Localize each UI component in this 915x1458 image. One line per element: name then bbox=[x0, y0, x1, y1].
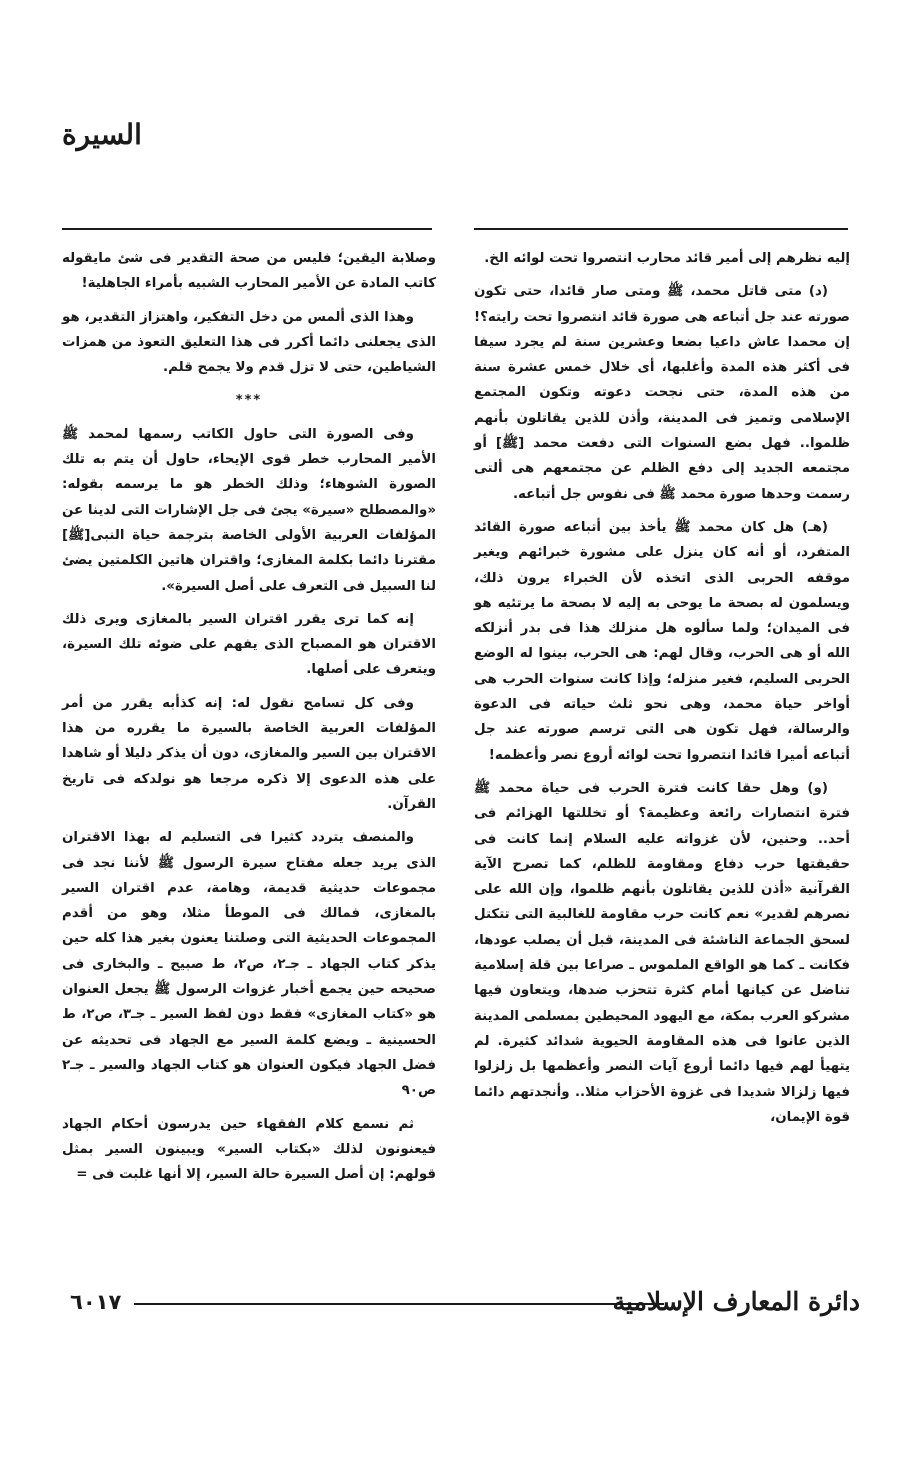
paragraph: (هـ) هل كان محمد ﷺ يأخذ بين أتباعه صورة القائد المتفرد، أو أنه كان ينزل على مشورة خبرائهم ويغير موقفه الحربى الذى اتخذه لأن الخبراء يرون ذلك، ويسلمون له بصحة ما يوحى به إليه لا بصحة ما يرتئيه هو فى الميدان؛ ولما سألوه هل منزلك هذا فى بدر أنزلكه الله أو هى الحرب، وقال لهم: هى الحرب، بينوا له الوضع الحربى السليم، فغير منزله؛ وإذا كانت سنوات الحرب هى أواخر حياة محمد، وهى نحو ثلث حياته فى الدعوة والرسالة، فهل تكون هى التى ترسم صورته عند جل أتباعه أميرا قائدا انتصروا تحت لوائه أروع نصر وأعظمه! bbox=[474, 519, 850, 763]
paragraph: إنه كما ترى يقرر اقتران السير بالمغازى ويرى ذلك الاقتران هو المصباح الذى يفهم على ضوئه تلك السيرة، ويتعرف على أصلها. bbox=[62, 611, 436, 678]
paragraph: (و) وهل حقا كانت فترة الحرب فى حياة محمد ﷺ فترة انتصارات رائعة وعظيمة؟ أو تخللتها الهزائم فى أحد.. وحنين، لأن غزواته عليه السلام إنما كانت فى حقيقتها حرب دفاع ومقاومة للظلم، كما تصرح الآية القرآنية «أذن للذين يقاتلون بأنهم ظلموا، وإن الله على نصرهم لقدير» نعم كانت حرب مقاومة للغالبية التى تتكتل لسحق الجماعة الناشئة فى المدينة، قبل أن يصلب عودها، فكانت ـ كما هو الواقع الملموس ـ صراعا بين قلة إسلامية تناضل عن كيانها أمام كثرة تتحزب ضدها، ويتعاون فيها مشركو العرب بمكة، مع اليهود المحيطين بمسلمى المدينة الذين عانوا فى هذه المقاومة الحيوية شدائد كثيرة. لم يتهيأ لهم فيها دائما أروع آيات النصر وأعظمها بل زلزلوا فيها زلزالا شديدا فى غزوة الأحزاب مثلا.. وأنجدتهم دائما قوة الإيمان، bbox=[474, 780, 850, 1125]
paragraph: وصلابة اليقين؛ فليس من صحة التقدير فى شئ مايقوله كاتب المادة عن الأمير المحارب الشبيه بأمراء الجاهلية! bbox=[62, 251, 436, 292]
paragraph: (د) متى قاتل محمد، ﷺ ومتى صار قائدا، حتى تكون صورته عند جل أتباعه هى صورة قائد انتصروا تحت رايته؟! إن محمدا عاش داعيا بضعا وعشرين سنة لم يجرد سيفا فى أكثر هذه المدة وأغلبها، أى خلال خمس عشرة سنة من هذه المدة، حتى نجحت دعوته وتكون المجتمع الإسلامى وتميز فى المدينة، وأذن للذين يقاتلون بأنهم ظلموا.. فهل بضع السنوات التى دفعت محمد [ﷺ] أو مجتمعه الجديد إلى دفع الظلم عن مجتمعهم هى ألتى رسمت وحدها صورة محمد ﷺ فى نفوس جل أتباعه. bbox=[474, 284, 850, 502]
left-column bbox=[62, 246, 436, 1195]
paragraph: والمنصف يتردد كثيرا فى التسليم له بهذا الاقتران الذى يريد جعله مفتاح سيرة الرسول ﷺ لأننا نجد فى مجموعات حديثية قديمة، وهامة، عدم اقتران السير بالمغازى، فمالك فى الموطأ مثلا، وهو من أقدم المجموعات الحديثية التى وصلتنا يعنون بغير هذا كله حين يذكر كتاب الجهاد ـ جـ٢، ص٢، ط صبيح ـ والبخارى فى صحيحه حين يجمع أخبار غزوات الرسول ﷺ يجعل العنوان هو «كتاب المغازى» فقط دون لفظ السير ـ جـ٣، ص٢، ط الحسينية ـ ويضع كلمة السير مع الجهاد فى تحديثه عن فضل الجهاد فيكون العنوان هو كتاب الجهاد والسير ـ جـ٢ ص٩٠ bbox=[62, 830, 437, 1099]
paragraph: وفى الصورة التى حاول الكاتب رسمها لمحمد ﷺ الأمير المحارب خطر قوى الإيحاء، حاول أن يتم به تلك الصورة الشوهاء؛ وذلك الخطر هو ما يرسمه بقوله: «والمصطلح «سيرة» يجئ فى جل الإشارات التى لدينا عن المؤلفات العربية الأولى الخاصة بترجمة حياة النبى[ﷺ] مقترنا دائما بكلمة المغازى؛ واقتران هاتين الكلمتين يضئ لنا السبيل فى التعرف على أصل السيرة». bbox=[62, 426, 436, 594]
top-rule-left bbox=[62, 228, 432, 230]
paragraph: ثم نسمع كلام الفقهاء حين يدرسون أحكام الجهاد فيعنونون لذلك «بكتاب السير» ويبينون السير بمثل قولهم: إن أصل السيرة حالة السير، إلا أنها غلبت فى = bbox=[62, 1116, 436, 1183]
page-footer bbox=[70, 1284, 860, 1320]
section-divider-stars: *** bbox=[235, 393, 263, 409]
page-number: ٦٠١٧ bbox=[70, 1290, 122, 1314]
encyclopedia-title: دائرة المعارف الإسلامية bbox=[612, 1287, 860, 1316]
paragraph: إليه نظرهم إلى أمير قائد محارب انتصروا تحت لوائه الخ. bbox=[484, 251, 850, 266]
top-rule-right bbox=[474, 228, 848, 230]
page-title: السيرة bbox=[62, 118, 142, 151]
paragraph: وفى كل تسامح نقول له: إنه كذأبه يقرر من أمر المؤلفات العربية الخاصة بالسيرة ما يقرره من هذا الاقتران بين السير والمغازى، دون أن يذكر دليلا أو شاهدا على هذه الدعوى إلا ذكره مرجعا هو نولدكه فى تاريخ القرآن. bbox=[62, 695, 436, 812]
footer-rule bbox=[134, 1303, 664, 1305]
right-column bbox=[474, 246, 850, 1138]
paragraph: وهذا الذى ألمس من دخل التفكير، واهتزاز التقدير، هو الذى يجعلنى دائما أكرر فى هذا التعليق التعوذ من همزات الشياطين، حتى لا تزل قدم ولا يجمح قلم. bbox=[62, 309, 436, 376]
